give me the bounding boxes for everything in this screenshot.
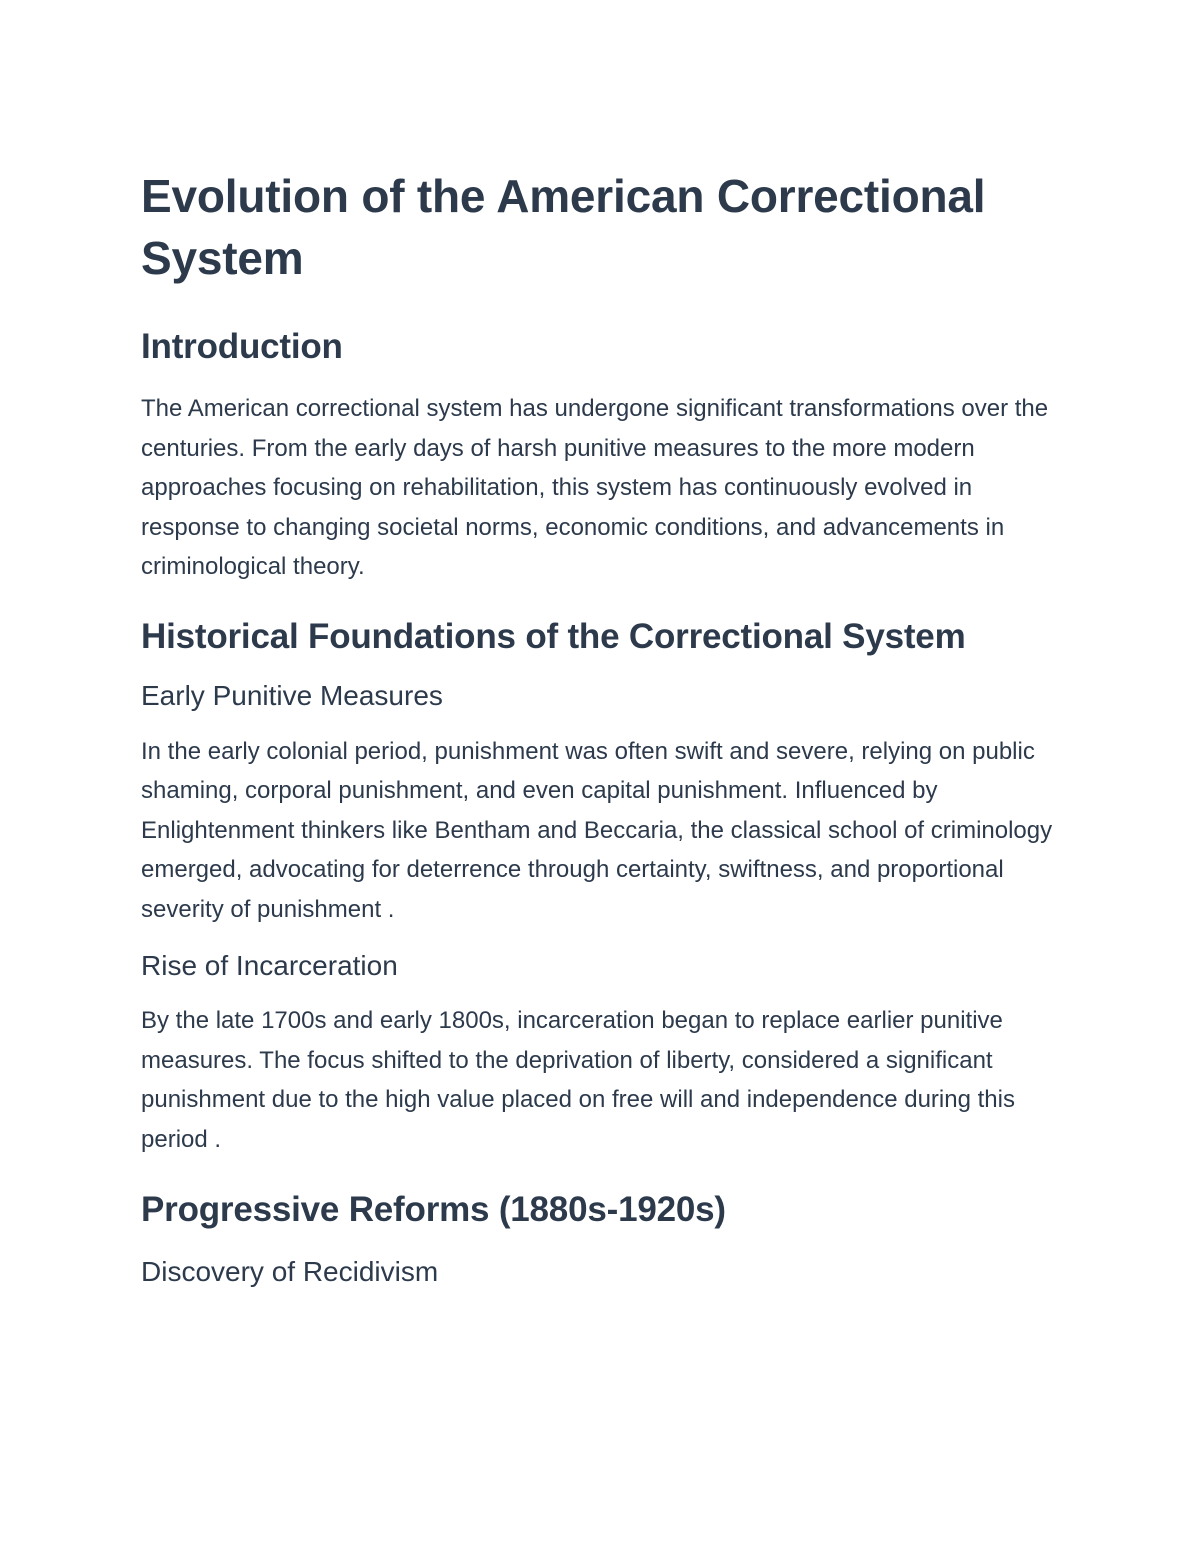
document-title: Evolution of the American Correctional System [141, 170, 986, 284]
document-page [141, 165, 1056, 1289]
subsection-heading-discovery-of-recidivism: Discovery of Recidivism [141, 1256, 439, 1287]
early-punitive-measures-paragraph: In the early colonial period, punishment was often swift and severe, relying on public shaming, corporal punishment, and even capital punishment. Influenced by Enlightenment thinkers like Bentham and Beccaria, the classical school of criminology emerged, advocating for deterrence through certainty, swiftness, and proportional severity of punishment . [141, 737, 1053, 923]
introduction-paragraph: The American correctional system has undergone significant transformations over the centuries. From the early days of harsh punitive measures to the more modern approaches focusing on rehabilitation, this system has continuously evolved in response to changing societal norms, economic conditions, and advancements in criminological theory. [141, 395, 1049, 580]
section-heading-introduction: Introduction [141, 327, 343, 366]
section-heading-historical-foundations: Historical Foundations of the Correctional System [141, 616, 966, 656]
subsection-heading-early-punitive-measures: Early Punitive Measures [141, 679, 443, 711]
subsection-heading-rise-of-incarceration: Rise of Incarceration [141, 950, 398, 981]
rise-of-incarceration-paragraph: By the late 1700s and early 1800s, incarceration began to replace earlier punitive measures. The focus shifted to the deprivation of liberty, considered a significant punishment due to the high value placed on free will and independence during this period . [141, 1007, 1015, 1153]
section-heading-progressive-reforms: Progressive Reforms (1880s-1920s) [141, 1190, 726, 1229]
